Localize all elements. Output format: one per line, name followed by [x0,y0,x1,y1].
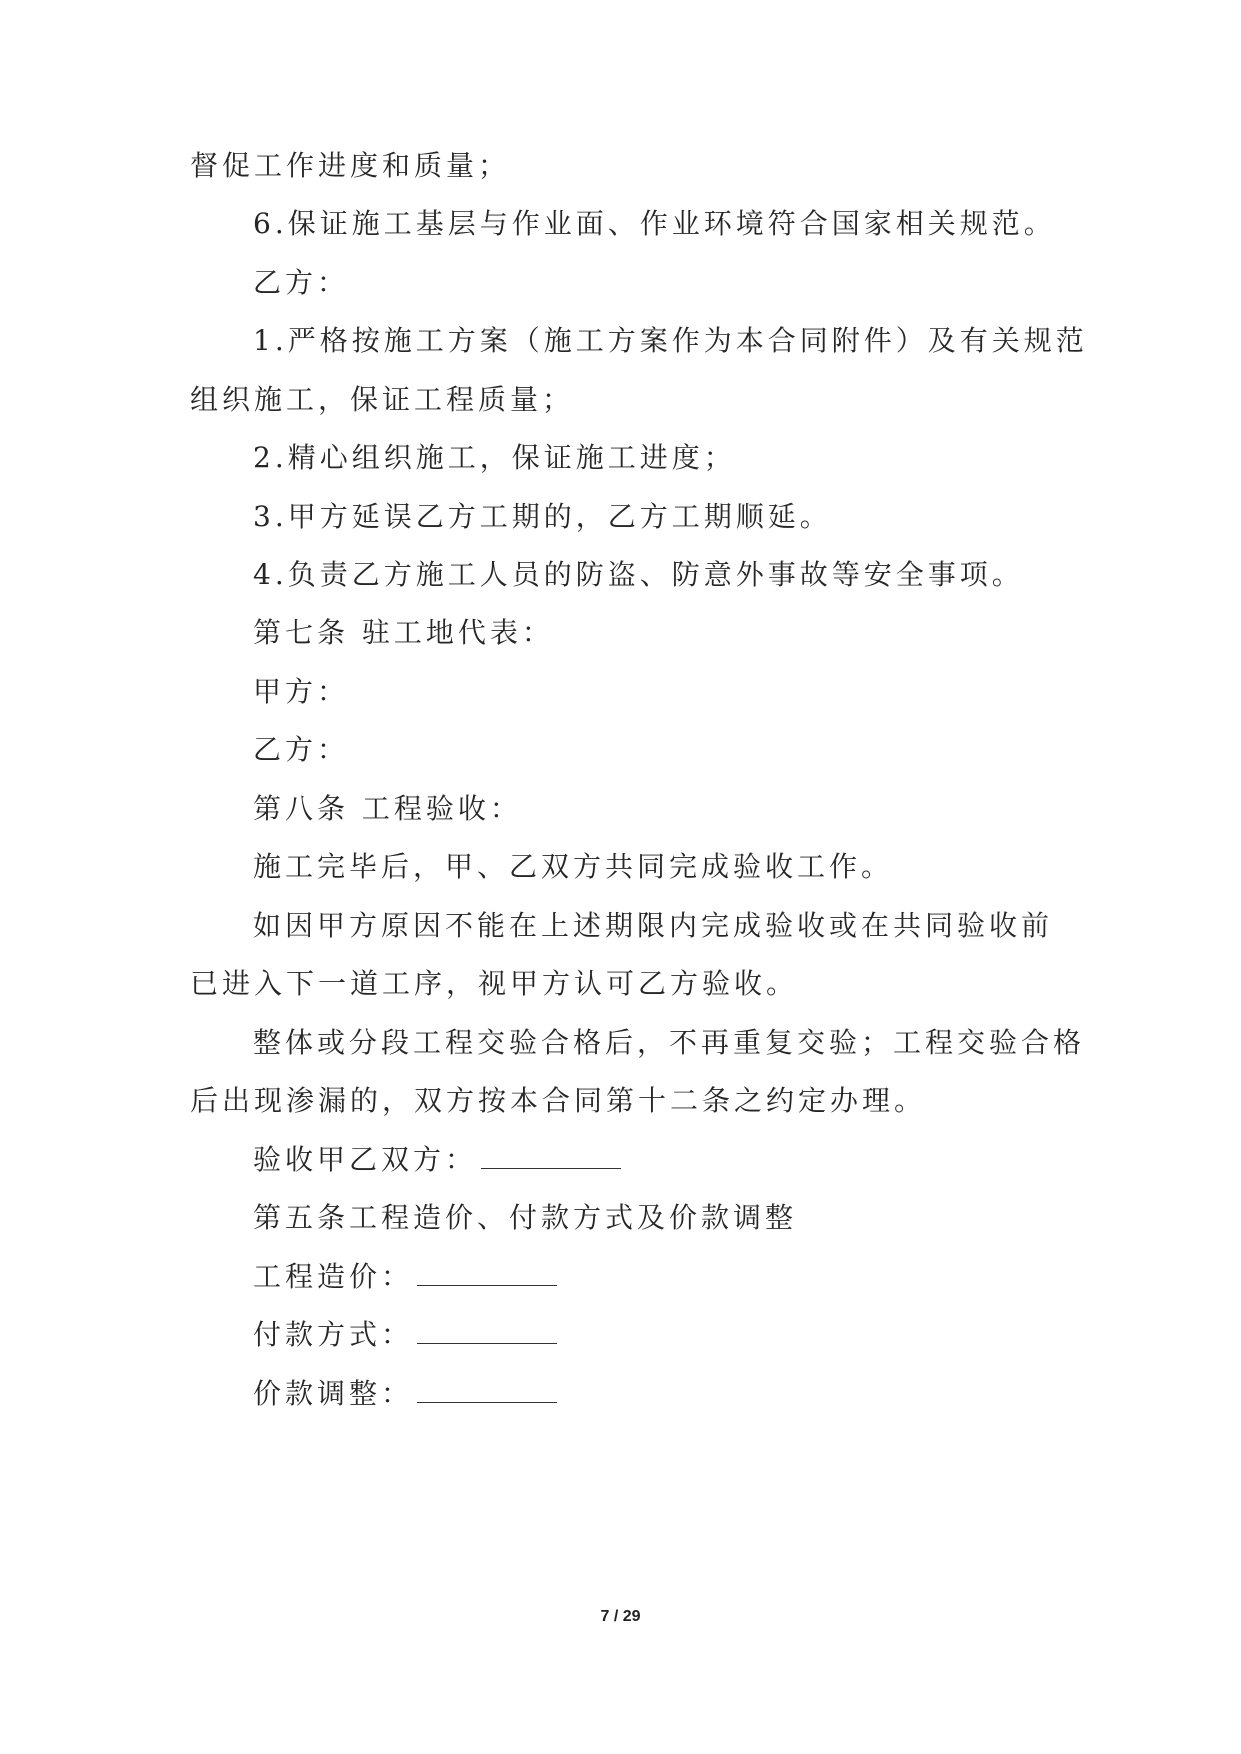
text-line: 施工完毕后，甲、乙双方共同完成验收工作。 [253,850,894,883]
text-line: 督促工作进度和质量； [190,149,511,182]
text-line: 2.精心组织施工，保证施工进度； [253,441,736,474]
text-line: 甲方： [253,675,350,708]
text-line: 3.甲方延误乙方工期的，乙方工期顺延。 [253,500,832,533]
text-line: 整体或分段工程交验合格后，不再重复交验；工程交验合格 [253,1026,1086,1059]
cost-line [253,1257,1133,1297]
section-heading: 第五条工程造价、付款方式及价款调整 [253,1201,798,1234]
signature-line [253,1140,1133,1180]
cost-label: 工程造价： [253,1260,414,1293]
page-number: 7 / 29 [600,1608,641,1625]
signature-blank [481,1140,621,1169]
text-line: 已进入下一道工序，视甲方认可乙方验收。 [190,967,799,1000]
payment-blank [417,1315,557,1344]
adjustment-blank [417,1374,557,1403]
text-line: 6.保证施工基层与作业面、作业环境符合国家相关规范。 [253,207,1056,240]
adjustment-line [253,1374,1133,1414]
text-line: 乙方： [253,266,350,299]
text-line: 4.负责乙方施工人员的防盗、防意外事故等安全事项。 [253,558,1024,591]
text-line: 1.严格按施工方案（施工方案作为本合同附件）及有关规范 [253,324,1088,357]
text-line: 如因甲方原因不能在上述期限内完成验收或在共同验收前 [253,909,1054,942]
signature-label: 验收甲乙双方： [253,1143,478,1176]
payment-line [253,1315,1133,1355]
payment-label: 付款方式： [253,1318,414,1351]
text-line: 后出现渗漏的，双方按本合同第十二条之约定办理。 [190,1084,927,1117]
text-line: 组织施工，保证工程质量； [190,383,575,416]
adjustment-label: 价款调整： [253,1377,414,1410]
text-line: 乙方： [253,733,350,766]
cost-blank [417,1257,557,1286]
section-heading: 第八条 工程验收： [253,792,522,825]
section-heading: 第七条 驻工地代表： [253,616,554,649]
